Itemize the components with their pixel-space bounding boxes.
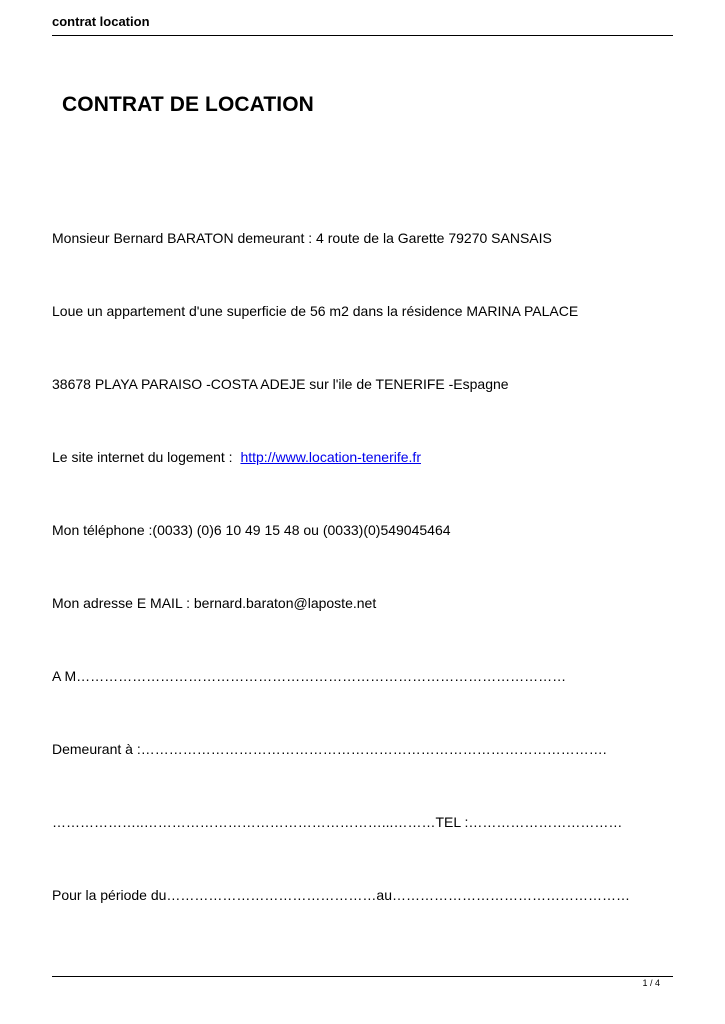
apartment-line: Loue un appartement d'une superficie de 56 m2 dans la résidence MARINA PALACE <box>52 303 579 319</box>
tenant-address-tel-line: ………………..……………………………………………...………TEL :…………………………… <box>52 814 623 830</box>
location-line: 38678 PLAYA PARAISO -COSTA ADEJE sur l'ile de TENERIFE -Espagne <box>52 376 509 392</box>
website-line <box>52 449 424 465</box>
website-link[interactable]: http://www.location-tenerife.fr <box>240 449 421 465</box>
email-line: Mon adresse E MAIL : bernard.baraton@laposte.net <box>52 595 377 611</box>
header-divider <box>52 35 673 36</box>
page-number: 1 / 4 <box>642 978 660 988</box>
website-label: Le site internet du logement : <box>52 449 237 465</box>
tenant-name-line: A M…………………………………………………………………………………………… <box>52 668 567 684</box>
document-title: CONTRAT DE LOCATION <box>62 93 314 116</box>
tenant-residence-line: Demeurant à :………………………………………………………………………………………. <box>52 741 607 757</box>
owner-line: Monsieur Bernard BARATON demeurant : 4 route de la Garette 79270 SANSAIS <box>52 230 552 246</box>
phone-line: Mon téléphone :(0033) (0)6 10 49 15 48 ou (0033)(0)549045464 <box>52 522 451 538</box>
footer-divider <box>52 976 673 977</box>
rental-period-line: Pour la période du………………………………………au…………………………………………… <box>52 887 630 903</box>
running-header: contrat location <box>52 14 150 29</box>
